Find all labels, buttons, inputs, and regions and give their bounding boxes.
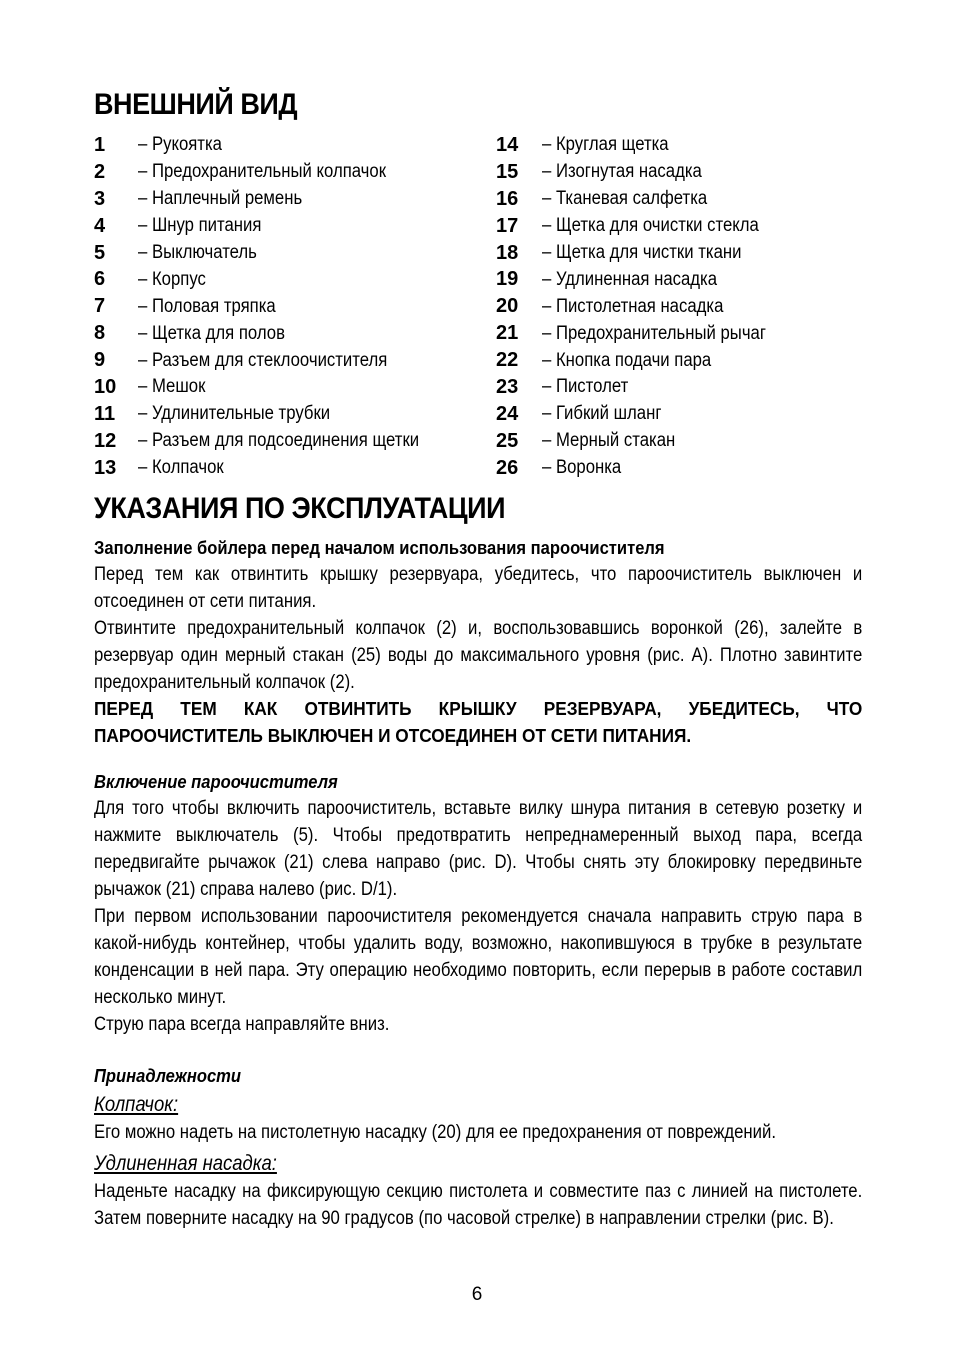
- item-number: 22: [496, 349, 519, 372]
- item-label: – Пистолетная насадка: [542, 295, 724, 317]
- item-number: 9: [94, 349, 106, 372]
- item-label: – Колпачок: [138, 457, 224, 479]
- list-item: [496, 320, 862, 347]
- item-label: – Корпус: [138, 268, 206, 290]
- section-title-appearance: ВНЕШНИЙ ВИД: [94, 88, 298, 121]
- item-label: – Мерный стакан: [542, 430, 676, 452]
- item-number: 23: [496, 375, 519, 398]
- page-number: 6: [471, 1284, 483, 1305]
- list-item: [496, 240, 862, 267]
- item-number: 10: [94, 375, 117, 398]
- item-label: – Кнопка подачи пара: [542, 349, 712, 371]
- power-on-paragraph-2: При первом использовании пароочистителя рекомендуется сначала направить струю пара в какой-нибудь контейнер, чтобы удалить воду, возможно, накопившуюся в трубке в результате конденсации в ней пара. Эту операцию необходимо повторить, если перерыв в работе составил несколько минут.: [94, 905, 863, 1008]
- list-item: [496, 293, 862, 320]
- item-number: 14: [496, 133, 519, 156]
- item-label: – Предохранительный рычаг: [542, 322, 766, 344]
- item-label: – Рукоятка: [138, 134, 222, 156]
- item-label: – Выключатель: [138, 242, 257, 263]
- list-item: [94, 428, 496, 455]
- item-number: 13: [94, 456, 117, 479]
- list-item: [496, 428, 862, 455]
- fill-paragraph-2: Отвинтите предохранительный колпачок (2) и, воспользовавшись воронкой (26), залейте в резервуар один мерный стакан (25) воды до максимального уровня (рис. А). Плотно завинтите предохранительный колпачок (2).: [94, 617, 863, 693]
- item-number: 18: [496, 241, 519, 264]
- fill-heading: Заполнение бойлера перед началом использования пароочистителя: [94, 537, 665, 558]
- item-label: – Половая тряпка: [138, 295, 276, 317]
- list-item: [496, 347, 862, 374]
- item-number: 21: [496, 322, 519, 345]
- list-item: [496, 455, 862, 482]
- item-label: – Разъем для стеклоочистителя: [138, 349, 388, 371]
- item-label: – Гибкий шланг: [542, 403, 662, 425]
- power-on-heading: Включение пароочистителя: [94, 771, 338, 792]
- item-label: – Воронка: [542, 457, 622, 479]
- item-label: – Щетка для очистки стекла: [542, 215, 759, 237]
- item-number: 12: [94, 429, 117, 452]
- list-item: [496, 401, 862, 428]
- cap-text: Его можно надеть на пистолетную насадку (20) для ее предохранения от повреждений.: [94, 1121, 776, 1143]
- parts-list-right: [496, 132, 862, 482]
- parts-list: [94, 132, 862, 482]
- list-item: [94, 293, 496, 320]
- item-label: – Разъем для подсоединения щетки: [138, 430, 420, 452]
- item-number: 11: [94, 402, 116, 425]
- accessories-heading: Принадлежности: [94, 1065, 242, 1086]
- list-item: [94, 240, 496, 267]
- list-item: [94, 159, 496, 186]
- item-label: – Предохранительный колпачок: [138, 161, 387, 183]
- item-number: 19: [496, 268, 519, 291]
- extension-text: Наденьте насадку на фиксирующую секцию пистолета и совместите паз с линией на пистолете. Затем поверните насадку на 90 градусов (по часовой стрелке) в направлении стрелки (рис. В).: [94, 1180, 863, 1229]
- item-label: – Шнур питания: [138, 215, 262, 237]
- item-label: – Тканевая салфетка: [542, 188, 708, 210]
- item-label: – Мешок: [138, 376, 206, 398]
- item-number: 26: [496, 456, 519, 479]
- power-on-paragraph-1: Для того чтобы включить пароочиститель, вставьте вилку шнура питания в сетевую розетку и нажмите выключатель (5). Чтобы предотвратить непреднамеренный выход пара, всегда передвигайте рычажок (21) слева направо (рис. D). Чтобы снять эту блокировку передвиньте рычажок (21) справа налево (рис. D/1).: [94, 797, 863, 900]
- item-label: – Удлиненная насадка: [542, 268, 718, 290]
- item-number: 24: [496, 402, 519, 425]
- cap-heading: Колпачок:: [94, 1092, 179, 1116]
- list-item: [94, 266, 496, 293]
- item-number: 5: [94, 241, 106, 264]
- list-item: [94, 186, 496, 213]
- list-item: [496, 374, 862, 401]
- list-item: [496, 266, 862, 293]
- list-item: [496, 213, 862, 240]
- list-item: [496, 159, 862, 186]
- item-label: – Щетка для чистки ткани: [542, 242, 742, 263]
- item-number: 16: [496, 187, 519, 210]
- item-label: – Изогнутая насадка: [542, 161, 702, 183]
- list-item: [94, 374, 496, 401]
- list-item: [496, 132, 862, 159]
- fill-warning: ПЕРЕД ТЕМ КАК ОТВИНТИТЬ КРЫШКУ РЕЗЕРВУАРА, УБЕДИТЕСЬ, ЧТО ПАРООЧИСТИТЕЛЬ ВЫКЛЮЧЕН И ОТСОЕДИНЕН ОТ СЕТИ ПИТАНИЯ.: [94, 698, 863, 746]
- document-page: [94, 88, 862, 1232]
- item-label: – Щетка для полов: [138, 322, 285, 344]
- list-item: [94, 132, 496, 159]
- item-number: 25: [496, 429, 519, 452]
- item-number: 15: [496, 160, 519, 183]
- item-number: 4: [94, 214, 106, 237]
- extension-heading: Удлиненная насадка:: [94, 1151, 277, 1175]
- list-item: [496, 186, 862, 213]
- fill-paragraph-1: Перед тем как отвинтить крышку резервуара, убедитесь, что пароочиститель выключен и отсоединен от сети питания.: [94, 563, 863, 612]
- item-number: 8: [94, 322, 106, 345]
- list-item: [94, 213, 496, 240]
- item-number: 7: [94, 295, 106, 318]
- item-label: – Наплечный ремень: [138, 188, 303, 210]
- item-label: – Круглая щетка: [542, 134, 669, 156]
- item-number: 20: [496, 295, 519, 318]
- list-item: [94, 320, 496, 347]
- item-number: 1: [94, 133, 106, 156]
- list-item: [94, 347, 496, 374]
- power-on-paragraph-3: Струю пара всегда направляйте вниз.: [94, 1013, 390, 1035]
- item-label: – Пистолет: [542, 376, 629, 398]
- item-number: 3: [94, 187, 106, 210]
- item-number: 17: [496, 214, 519, 237]
- item-number: 2: [94, 160, 106, 183]
- parts-list-left: [94, 132, 496, 482]
- item-number: 6: [94, 268, 106, 291]
- list-item: [94, 455, 496, 482]
- item-label: – Удлинительные трубки: [138, 403, 331, 425]
- list-item: [94, 401, 496, 428]
- section-title-operation: УКАЗАНИЯ ПО ЭКСПЛУАТАЦИИ: [94, 491, 506, 525]
